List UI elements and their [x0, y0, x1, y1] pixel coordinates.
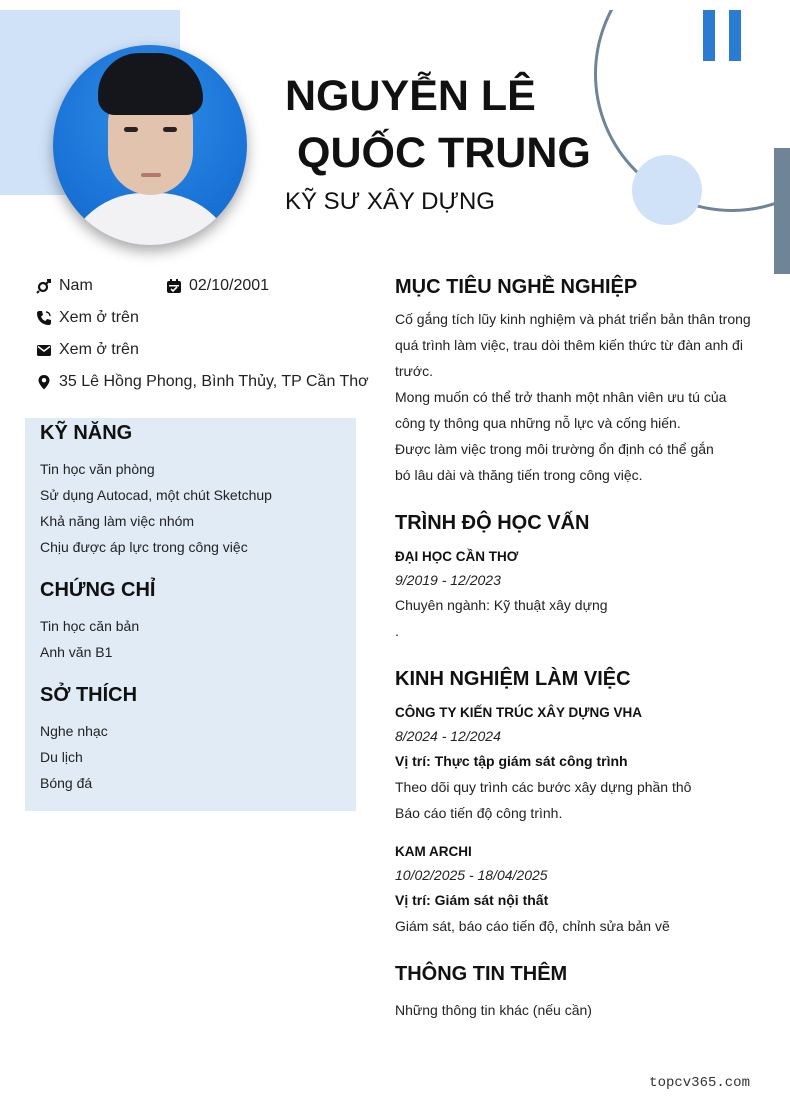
- skill-item: Khả năng làm việc nhóm: [40, 513, 195, 529]
- objective-line: quá trình làm việc, trau dòi thêm kiến thức từ đàn anh đi: [395, 337, 743, 353]
- watermark: topcv365.com: [649, 1075, 750, 1091]
- job-detail: Theo dõi quy trình các bước xây dựng phần thô: [395, 779, 692, 795]
- hobby-item: Nghe nhạc: [40, 723, 108, 739]
- additional-title: THÔNG TIN THÊM: [395, 963, 568, 985]
- education-title: TRÌNH ĐỘ HỌC VẤN: [395, 512, 590, 534]
- company-name: CÔNG TY KIẾN TRÚC XÂY DỰNG VHA: [395, 705, 642, 720]
- name-line-1: NGUYỄN LÊ: [285, 72, 536, 120]
- email-icon: [36, 342, 52, 358]
- contact-email: [36, 341, 139, 359]
- objective-line: Mong muốn có thể trở thanh một nhân viên ưu tú của: [395, 389, 727, 405]
- objective-line: Cố gắng tích lũy kinh nghiệm và phát triển bản thân trong: [395, 311, 751, 327]
- experience-title: KINH NGHIỆM LÀM VIỆC: [395, 668, 631, 690]
- skills-title: KỸ NĂNG: [40, 422, 133, 444]
- additional-text: Những thông tin khác (nếu cần): [395, 1002, 592, 1018]
- job-period: 10/02/2025 - 18/04/2025: [395, 867, 548, 883]
- gender-icon: [36, 278, 52, 294]
- objective-title: MỤC TIÊU NGHỀ NGHIỆP: [395, 276, 638, 298]
- calendar-icon: [166, 278, 182, 294]
- certificate-item: Anh văn B1: [40, 644, 113, 660]
- contact-birthday: [166, 277, 269, 295]
- decor-bar: [729, 10, 741, 61]
- objective-line: công ty thông qua những nỗ lực và cống hiến.: [395, 415, 681, 431]
- objective-line: trước.: [395, 363, 433, 379]
- decor-top-mask: [180, 0, 790, 10]
- job-position: Vị trí: Giám sát nội thất: [395, 892, 549, 908]
- name-line-2: QUỐC TRUNG: [297, 129, 591, 177]
- job-detail: Giám sát, báo cáo tiến độ, chỉnh sửa bản vẽ: [395, 918, 670, 934]
- avatar-mouth: [141, 173, 161, 177]
- avatar-eye: [124, 127, 138, 132]
- gender-value: Nam: [59, 277, 93, 294]
- phone-icon: [36, 310, 52, 326]
- birthday-value: 02/10/2001: [189, 277, 270, 294]
- school-name: ĐẠI HỌC CẦN THƠ: [395, 549, 519, 564]
- job-position: Vị trí: Thực tập giám sát công trình: [395, 753, 628, 769]
- education-major: Chuyên ngành: Kỹ thuật xây dựng: [395, 597, 608, 613]
- phone-value: Xem ở trên: [59, 309, 139, 326]
- skill-item: Tin học văn phòng: [40, 461, 155, 477]
- objective-line: bó lâu dài và thăng tiến trong công việc.: [395, 467, 643, 483]
- job-period: 8/2024 - 12/2024: [395, 728, 501, 744]
- skill-item: Chịu được áp lực trong công việc: [40, 539, 248, 555]
- avatar-eye: [163, 127, 177, 132]
- certificate-item: Tin học căn bản: [40, 618, 140, 634]
- hobbies-title: SỞ THÍCH: [40, 684, 138, 706]
- objective-text: [395, 306, 751, 488]
- job-detail: Báo cáo tiến độ công trình.: [395, 805, 563, 821]
- skill-item: Sử dụng Autocad, một chút Sketchup: [40, 487, 272, 503]
- location-icon: [36, 374, 52, 390]
- decor-bar: [703, 10, 715, 61]
- certificates-title: CHỨNG CHỈ: [40, 579, 156, 601]
- email-value: Xem ở trên: [59, 341, 139, 358]
- job-title: KỸ SƯ XÂY DỰNG: [285, 188, 495, 215]
- company-name: KAM ARCHI: [395, 844, 472, 859]
- hobby-item: Bóng đá: [40, 775, 93, 791]
- education-period: 9/2019 - 12/2023: [395, 572, 501, 588]
- contact-address: [36, 373, 369, 391]
- avatar-hair: [98, 53, 203, 115]
- objective-line: Được làm việc trong môi trường ổn định có thể gắn: [395, 441, 714, 457]
- decor-side-bar: [774, 148, 790, 274]
- avatar-shirt: [63, 193, 238, 245]
- decor-dot: [632, 155, 702, 225]
- contact-gender: [36, 277, 93, 295]
- education-extra: .: [395, 623, 399, 639]
- hobby-item: Du lịch: [40, 749, 83, 765]
- avatar: [53, 45, 247, 245]
- address-value: 35 Lê Hồng Phong, Bình Thủy, TP Cần Thơ: [59, 373, 369, 390]
- contact-phone: [36, 309, 139, 327]
